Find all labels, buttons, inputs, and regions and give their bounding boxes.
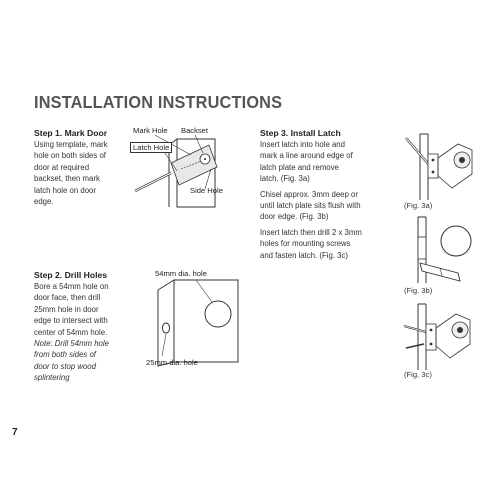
step2-text: [34, 281, 134, 384]
step1-line: Using template, mark: [34, 140, 108, 149]
step3-line: latch. (Fig. 3a): [260, 174, 310, 184]
label-mark-hole: Mark Hole: [133, 126, 168, 135]
step2-line: Bore a 54mm hole on: [34, 282, 109, 291]
step3-line: and fasten latch. (Fig. 3c): [260, 250, 348, 260]
step3-line: Insert latch then drill 2 x 3mm: [260, 227, 362, 237]
label-25mm-hole: 25mm dia. hole: [146, 358, 198, 367]
step1-text: [34, 139, 134, 207]
step2-note-line: splintering: [34, 373, 70, 383]
step1-line: backset, then mark: [34, 174, 100, 184]
step2-line: center of 54mm hole.: [34, 327, 108, 337]
fig3b-label: (Fig. 3b): [404, 286, 433, 295]
page-title: INSTALLATION INSTRUCTIONS: [34, 92, 283, 112]
step1-line: edge.: [34, 197, 54, 207]
step2-diagram: [140, 276, 250, 366]
step2-line: 25mm hole in door: [34, 304, 99, 314]
fig3c-diagram: [400, 302, 475, 372]
page-number: 7: [12, 427, 18, 438]
step3-heading: Step 3. Install Latch: [260, 128, 341, 138]
step1-line: latch hole on door: [34, 185, 96, 195]
step2-note-line: door to stop wood: [34, 361, 96, 371]
step1-line: door at required: [34, 162, 90, 172]
step3-line: mark a line around edge of: [260, 151, 353, 161]
step3-line: until latch plate sits flush with: [260, 201, 361, 211]
step3-line: Insert latch into hole and: [260, 140, 345, 149]
step3-line: holes for mounting screws: [260, 239, 351, 249]
step1-heading: Step 1. Mark Door: [34, 128, 108, 138]
step3-line: door edge. (Fig. 3b): [260, 212, 329, 222]
step2-note-line: Note: Drill 54mm hole: [34, 339, 109, 349]
fig3a-label: (Fig. 3a): [404, 201, 433, 210]
step2-line: door face, then drill: [34, 293, 101, 303]
fig3a-diagram: [400, 132, 475, 202]
step3-text: [260, 139, 390, 261]
label-backset: Backset: [181, 126, 209, 135]
fig3b-diagram: [400, 215, 475, 285]
label-54mm-hole: 54mm dia. hole: [155, 269, 207, 278]
label-latch-hole: Latch Hole: [130, 142, 172, 153]
step3-line: Chisel approx. 3mm deep or: [260, 189, 358, 199]
step2-line: edge to intersect with: [34, 316, 108, 326]
fig3c-label: (Fig. 3c): [404, 370, 432, 379]
step1-line: hole on both sides of: [34, 151, 106, 161]
step2-note-line: from both sides of: [34, 350, 96, 360]
step2-heading: Step 2. Drill Holes: [34, 270, 108, 280]
step1-diagram: [125, 125, 235, 215]
step3-line: latch plate and remove: [260, 162, 339, 172]
label-side-hole: Side Hole: [190, 186, 223, 195]
